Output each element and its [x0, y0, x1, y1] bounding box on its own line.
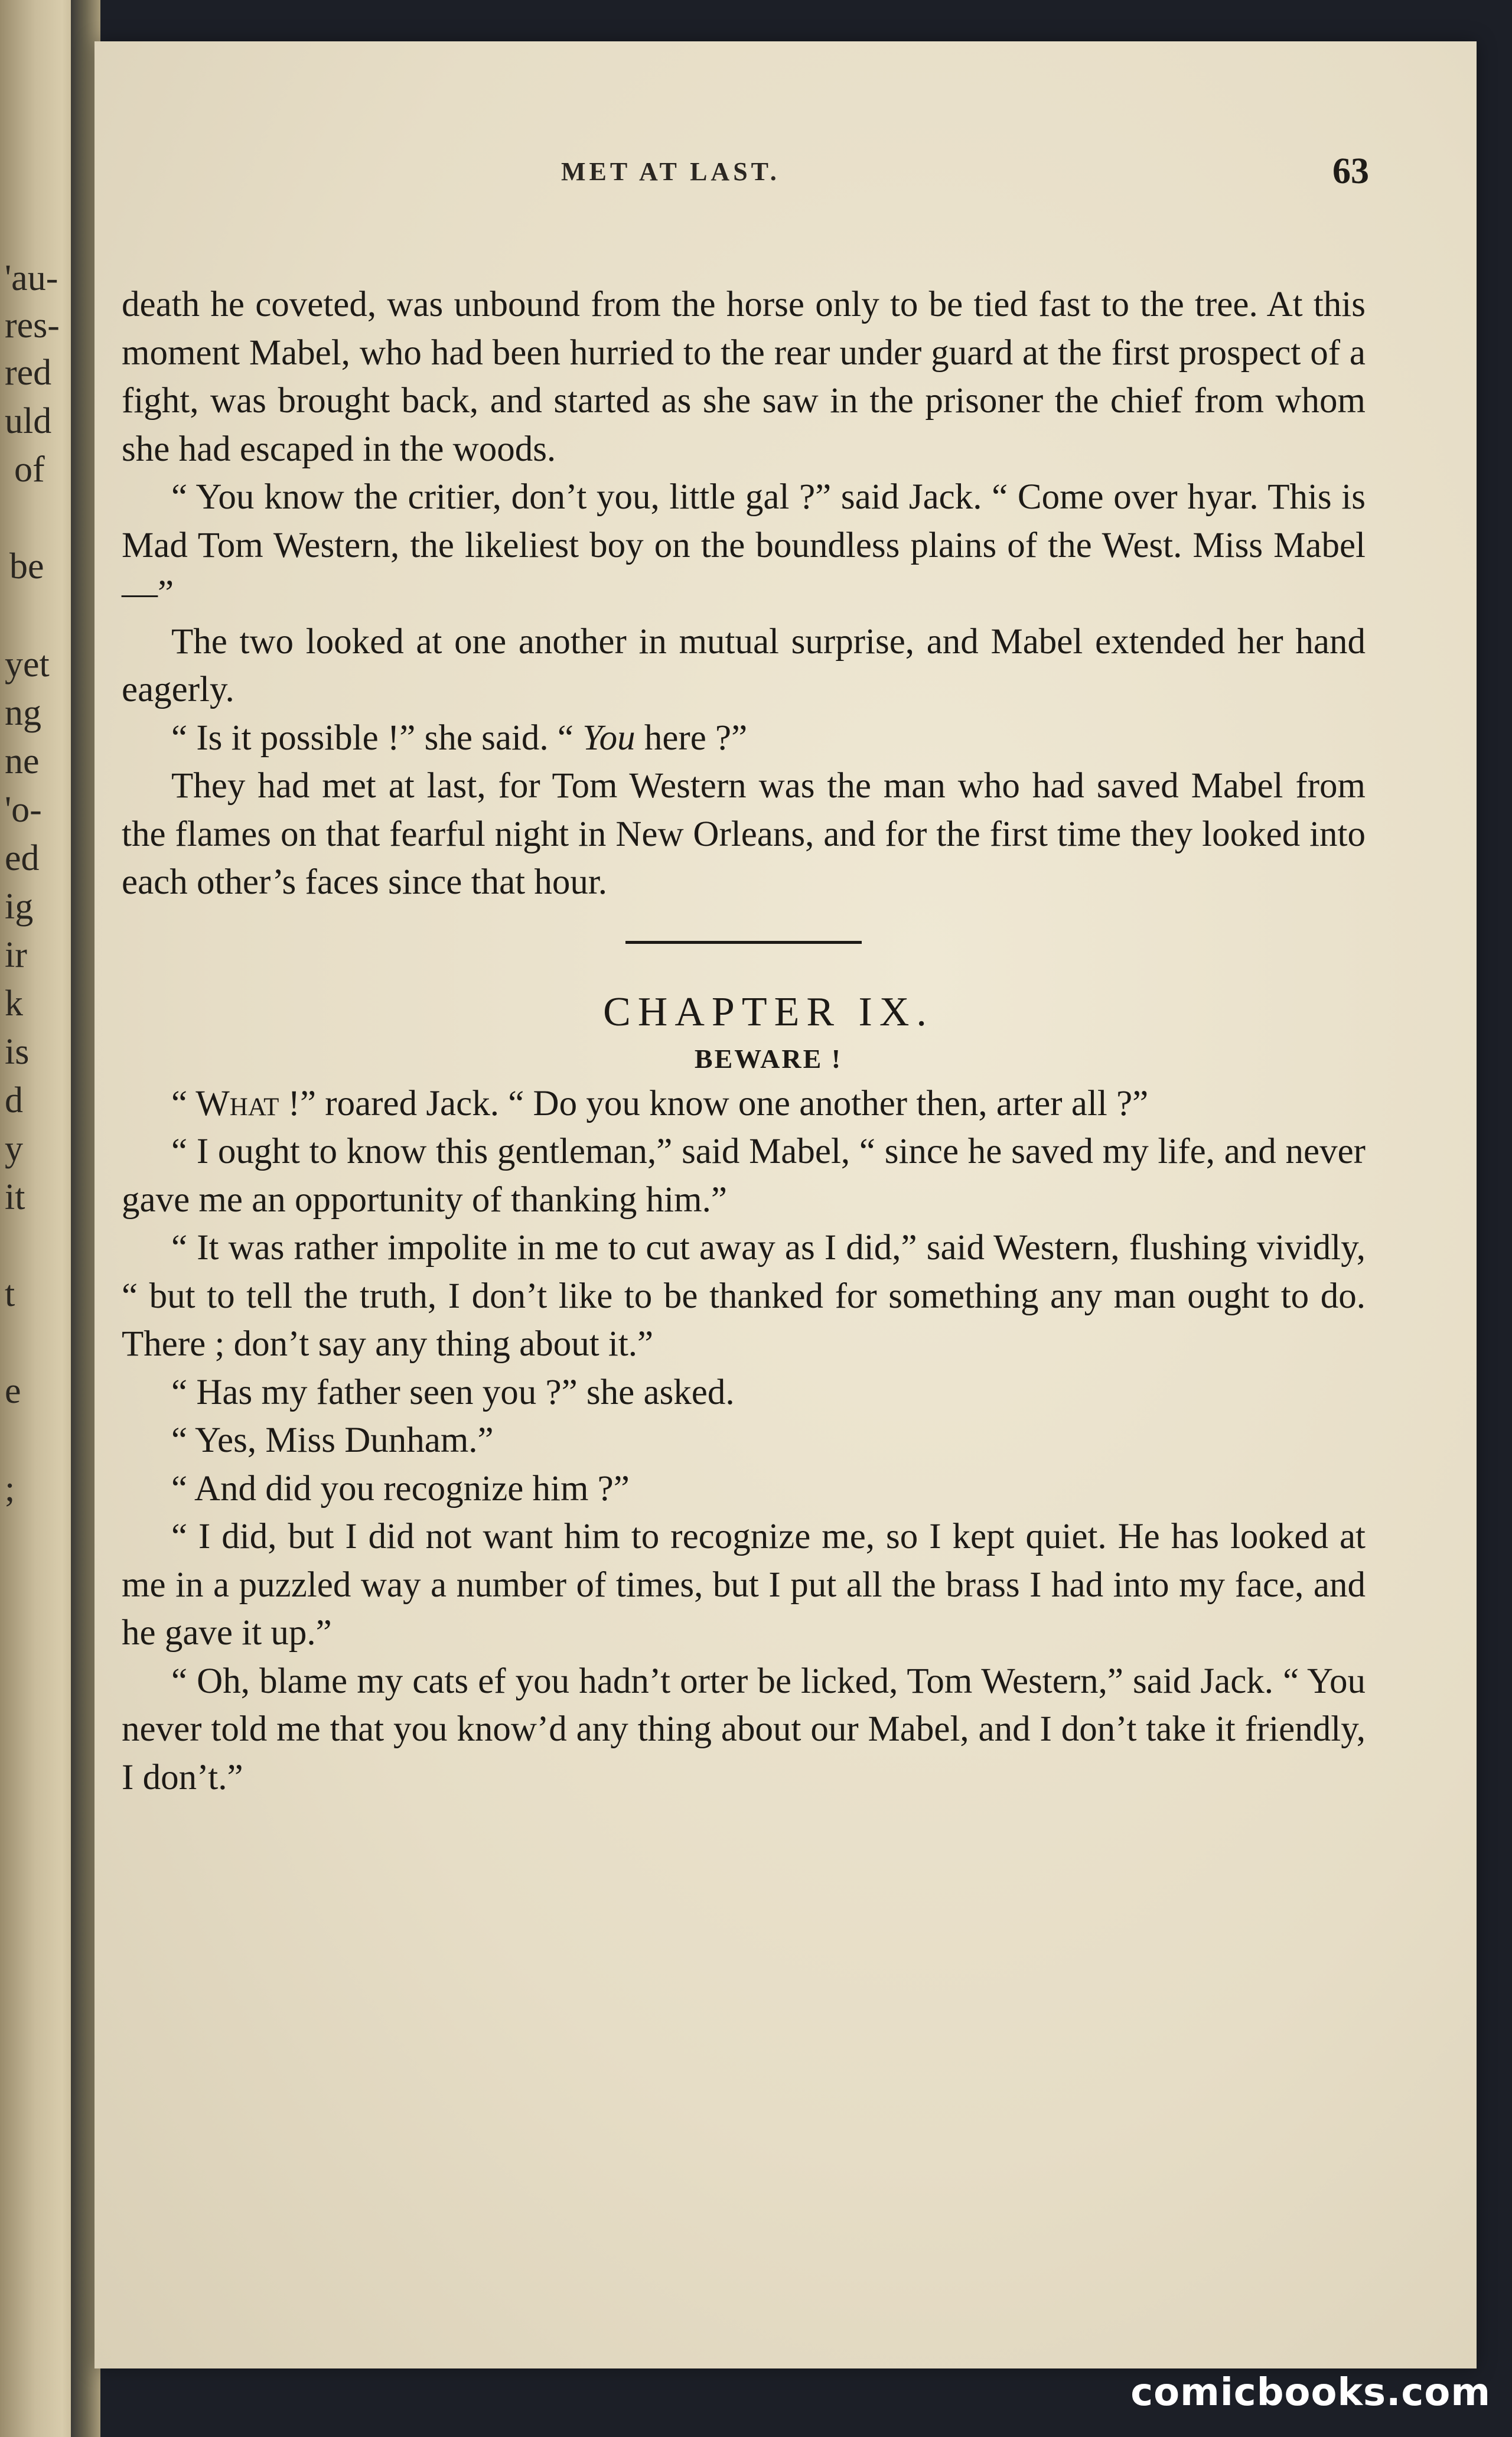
paragraph	[122, 1080, 1366, 1128]
chapter-title: CHAPTER IX.	[603, 989, 934, 1035]
paragraph: “ Has my father seen you ?” she asked.	[171, 1372, 735, 1412]
paragraph: death he coveted, was unbound from the horse only to be tied fast to the tree. At this moment Mabel, who had been hurried to the rear under guard at the first prospect of a fight, was brought back, and started as she saw in the prisoner the chief from whom she had escaped in the woods.	[122, 285, 1366, 469]
book-page	[94, 41, 1477, 2368]
page-number: 63	[1332, 151, 1369, 191]
paragraph: “ I ought to know this gentleman,” said Mabel, “ since he saved my life, and never gave me an opportunity of thanking him.”	[122, 1132, 1366, 1220]
section-divider	[625, 941, 862, 944]
facing-page-fragment: 'au-	[5, 258, 58, 298]
text-run: !” roared Jack. “ Do you know one another then, arter all ?”	[279, 1083, 1149, 1123]
facing-page-fragment: yet	[5, 644, 50, 685]
page-header	[94, 151, 1477, 204]
facing-page-fragment: res-	[5, 305, 60, 346]
facing-page-fragment: red	[5, 353, 52, 393]
text-run: “ Is it possible !” she said. “	[171, 718, 574, 758]
facing-page-fragment: ne	[5, 741, 40, 781]
small-caps-opening: “ What	[171, 1083, 279, 1123]
facing-page-fragment: be	[9, 546, 44, 587]
paragraph: “ Yes, Miss Dunham.”	[171, 1421, 494, 1460]
facing-page-fragment: ng	[5, 693, 41, 733]
facing-page-fragment: k	[5, 983, 23, 1024]
paragraph: “ It was rather impolite in me to cut away as I did,” said Western, flushing vividly, “ but to tell the truth, I don’t like to be thanked for something any man ought to do. There ; don’t say any thing about it.”	[122, 1228, 1366, 1364]
paragraph: “ You know the critier, don’t you, little gal ?” said Jack. “ Come over hyar. This is Mad Tom Western, the likeliest boy on the boundless plains of the West. Miss Mabel—”	[122, 477, 1366, 613]
facing-page-fragment: it	[5, 1177, 25, 1217]
running-head: MET AT LAST.	[561, 157, 780, 186]
paragraph: “ And did you recognize him ?”	[171, 1468, 630, 1509]
facing-page-fragment: of	[14, 449, 45, 490]
facing-page-fragment: y	[5, 1129, 23, 1169]
facing-page-fragment: t	[5, 1274, 15, 1314]
facing-page-fragment: uld	[5, 401, 52, 441]
site-watermark: comicbooks.com	[1130, 2371, 1491, 2415]
chapter-subtitle: BEWARE !	[694, 1043, 843, 1074]
facing-page-fragment: d	[5, 1080, 23, 1120]
facing-page-fragment: ig	[5, 887, 34, 927]
paragraph: They had met at last, for Tom Western was the man who had saved Mabel from the flames on that fearful night in New Orleans, and for the first time they looked into each other’s faces since that hour.	[122, 766, 1366, 902]
facing-page-fragment: e	[5, 1371, 21, 1411]
facing-page-fragment: ;	[5, 1469, 15, 1509]
paragraph: “ Oh, blame my cats ef you hadn’t orter be licked, Tom Western,” said Jack. “ You never told me that you know’d any thing about our Mabel, and I don’t take it friendly, I don’t.”	[122, 1661, 1366, 1797]
facing-page-fragment: is	[5, 1032, 30, 1072]
text-run: here ?”	[635, 718, 748, 758]
facing-page-fragment: ed	[5, 838, 40, 878]
facing-page-fragment: 'o-	[5, 790, 42, 830]
paragraph: The two looked at one another in mutual surprise, and Mabel extended her hand eagerly.	[122, 621, 1366, 709]
emphasis: You	[582, 718, 636, 758]
paragraph: “ I did, but I did not want him to recognize me, so I kept quiet. He has looked at me in a puzzled way a number of times, but I put all the brass I had into my face, and he gave it up.”	[122, 1517, 1366, 1653]
facing-page-fragment: ir	[5, 935, 27, 975]
page-text	[122, 281, 1366, 1801]
paragraph	[122, 714, 1366, 763]
